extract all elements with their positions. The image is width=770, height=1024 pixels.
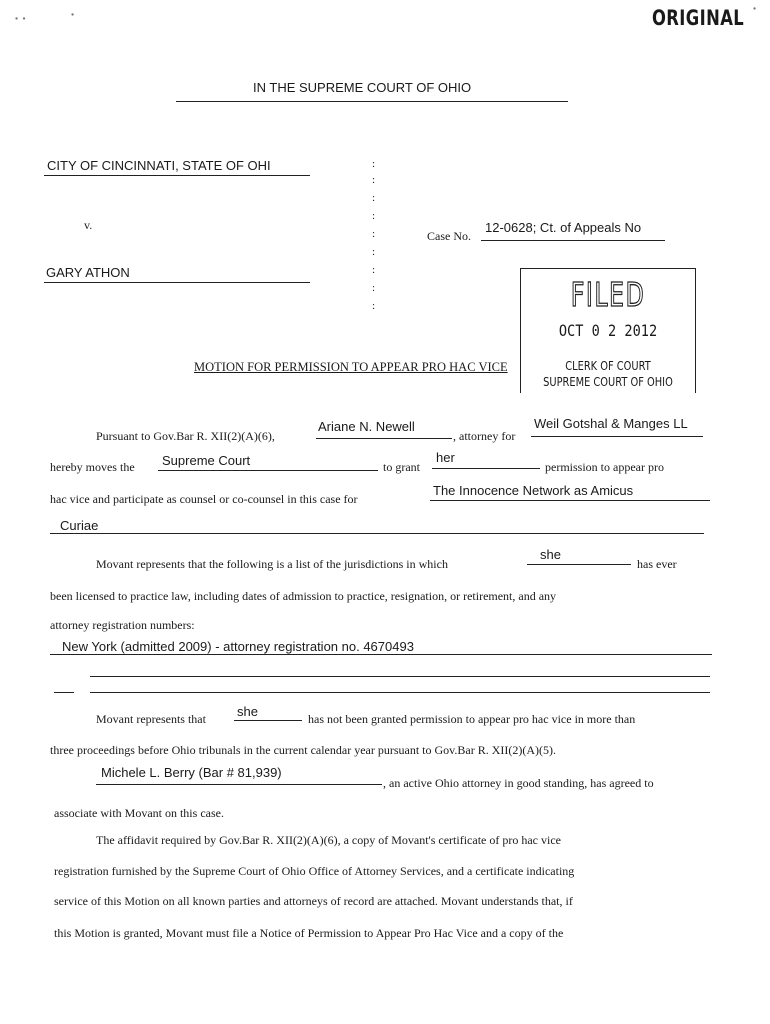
- defendant-name: GARY ATHON: [46, 265, 130, 280]
- filed-stamp: [520, 268, 696, 393]
- case-number: 12-0628; Ct. of Appeals No: [485, 220, 642, 235]
- case-number-rule: [481, 240, 665, 241]
- versus-label: v.: [84, 218, 93, 232]
- court-title: IN THE SUPREME COURT OF OHIO: [253, 80, 472, 95]
- caption-colon: :: [372, 210, 376, 222]
- pronoun-rule: [432, 468, 540, 469]
- para3-text: Movant represents that: [96, 712, 206, 726]
- para1-text: Pursuant to Gov.Bar R. XII(2)(A)(6),: [96, 429, 275, 443]
- filed-stamp-clerk: CLERK OF COURT: [565, 359, 651, 373]
- para2-text: has ever: [637, 557, 677, 571]
- plaintiff-rule: [44, 175, 310, 176]
- original-stamp: ORIGINAL: [651, 6, 744, 30]
- motion-title: MOTION FOR PERMISSION TO APPEAR PRO HAC VICE: [194, 360, 508, 374]
- client-name: The Innocence Network as Amicus: [433, 483, 634, 498]
- para5-line: registration furnished by the Supreme Court of Ohio Office of Attorney Services, and a certificate indicating: [54, 864, 575, 878]
- para1-text: hac vice and participate as counsel or co-counsel in this case for: [50, 492, 358, 506]
- case-label: Case No.: [427, 229, 471, 243]
- jurisdiction-rule-3a: [54, 692, 74, 693]
- jurisdiction-entry: New York (admitted 2009) - attorney registration no. 4670493: [62, 639, 414, 654]
- caption-colon: :: [372, 174, 376, 186]
- court-title-rule: [176, 101, 568, 102]
- caption-colon: :: [372, 264, 376, 276]
- pronoun-her: her: [436, 450, 455, 465]
- firm-name: Weil Gotshal & Manges LL: [534, 416, 688, 431]
- jurisdiction-rule: [50, 654, 712, 655]
- caption-colon: :: [372, 228, 376, 240]
- para4-text: associate with Movant on this case.: [54, 806, 224, 820]
- para2-text: Movant represents that the following is a list of the jurisdictions in which: [96, 557, 448, 571]
- para3-text: three proceedings before Ohio tribunals in the current calendar year pursuant to Gov.Bar R. XII(2)(A)(5).: [50, 743, 557, 757]
- defendant-rule: [44, 282, 310, 283]
- para3-text: has not been granted permission to appear pro hac vice in more than: [308, 712, 636, 726]
- para4-text: , an active Ohio attorney in good standing, has agreed to: [383, 776, 654, 790]
- client-rule-2: [50, 533, 704, 534]
- pronoun-rule: [527, 564, 631, 565]
- caption-colon: :: [372, 158, 376, 170]
- pronoun-she: she: [540, 547, 561, 562]
- scan-speck: ∙ ∙: [14, 14, 27, 23]
- para5-line: The affidavit required by Gov.Bar R. XII(2)(A)(6), a copy of Movant's certificate of pro hac vice: [96, 833, 561, 847]
- plaintiff-name: CITY OF CINCINNATI, STATE OF OHI: [47, 158, 271, 173]
- filed-stamp-court: SUPREME COURT OF OHIO: [543, 375, 673, 389]
- court-name-rule: [158, 470, 378, 471]
- jurisdiction-rule-3: [90, 692, 710, 693]
- jurisdiction-rule-2: [90, 676, 710, 677]
- court-name: Supreme Court: [162, 453, 251, 468]
- filed-stamp-date: OCT 0 2 2012: [558, 321, 658, 340]
- para1-text: hereby moves the: [50, 460, 135, 474]
- para5-line: this Motion is granted, Movant must file a Notice of Permission to Appear Pro Hac Vice and a copy of the: [54, 926, 564, 940]
- caption-colon: :: [372, 282, 376, 294]
- caption-colon: :: [372, 192, 376, 204]
- para1-text: to grant: [383, 460, 420, 474]
- associate-attorney: Michele L. Berry (Bar # 81,939): [101, 765, 282, 780]
- scan-speck: ∙: [70, 10, 76, 19]
- client-rule: [430, 500, 710, 501]
- scan-speck: ∙: [752, 4, 758, 13]
- filed-stamp-title: FILED: [570, 275, 646, 314]
- para1-text: permission to appear pro: [545, 460, 664, 474]
- caption-colon: :: [372, 246, 376, 258]
- para2-text: attorney registration numbers:: [50, 618, 195, 632]
- client-name-cont: Curiae: [60, 518, 99, 533]
- caption-colon: :: [372, 300, 376, 312]
- firm-name-rule: [531, 436, 703, 437]
- pronoun-rule: [234, 720, 302, 721]
- para1-text: , attorney for: [453, 429, 516, 443]
- para2-text: been licensed to practice law, including dates of admission to practice, resignation, or retirement, and any: [50, 589, 557, 603]
- para5-line: service of this Motion on all known parties and attorneys of record are attached. Movant understands that, if: [54, 894, 573, 908]
- associate-rule: [96, 784, 382, 785]
- attorney-name: Ariane N. Newell: [318, 419, 415, 434]
- attorney-name-rule: [316, 438, 452, 439]
- pronoun-she: she: [237, 704, 258, 719]
